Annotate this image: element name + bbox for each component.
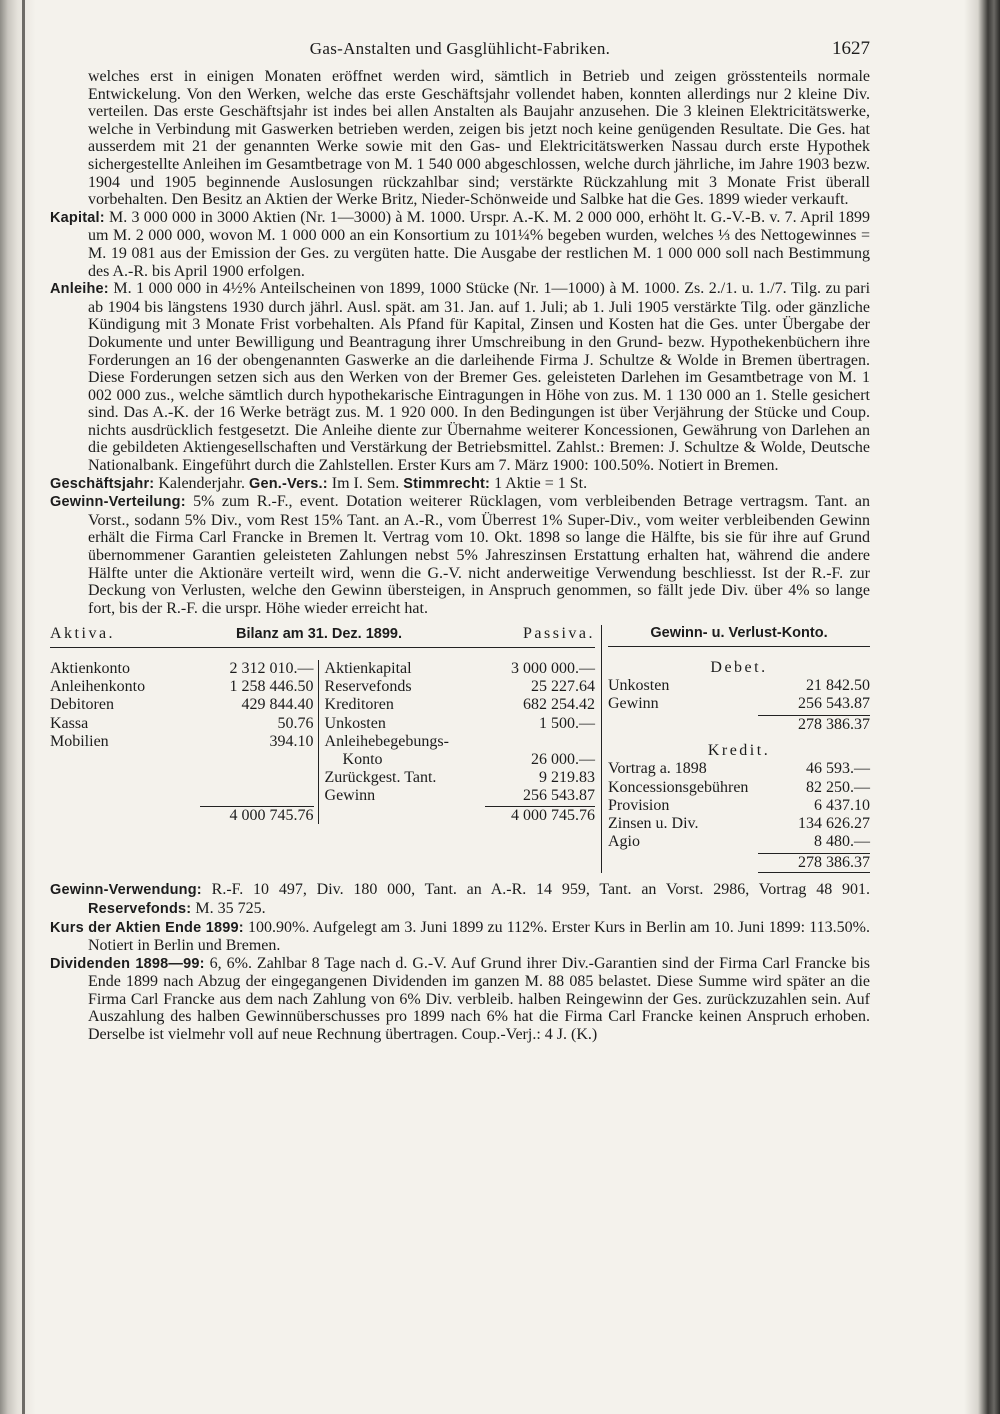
kredit-item-row (608, 779, 870, 797)
passiva-item-row (325, 787, 595, 805)
gewinn-verwendung-section (50, 881, 870, 918)
document-page (50, 40, 870, 1044)
aktiva-item-label: Debitoren (50, 696, 114, 714)
geschaeftsjahr-text: Kalenderjahr. (158, 474, 245, 492)
anleihe-label: Anleihe: (50, 281, 109, 298)
aktiva-item-row (50, 715, 314, 733)
geschaeftsjahr-section (50, 475, 870, 494)
binding-edge (22, 0, 25, 1414)
coupon-verjaehrung: Coup.-Verj.: 4 J. (K.) (461, 1026, 598, 1044)
kredit-item-label: Vortrag a. 1898 (608, 760, 707, 778)
debet-item-label: Gewinn (608, 695, 659, 713)
passiva-item-row (325, 751, 595, 769)
passiva-item-value: 25 227.64 (531, 678, 595, 696)
kurs-label: Kurs der Aktien Ende 1899: (50, 919, 244, 936)
gewinn-verteilung-label: Gewinn-Verteilung: (50, 494, 186, 511)
kredit-item-row (608, 797, 870, 815)
gewinn-verwendung-label: Gewinn-Verwendung: (50, 882, 202, 899)
dividenden-section (50, 955, 870, 1044)
debet-total: 278 386.37 (758, 715, 870, 734)
genvers-label: Gen.-Vers.: (248, 475, 328, 492)
balance-sheet-columns (50, 660, 595, 806)
kredit-item-row (608, 815, 870, 833)
kapital-text: M. 3 000 000 in 3000 Aktien (Nr. 1—3000) à M. 1000. Urspr. A.-K. M. 2 000 000, erhöht lt. G.-V.-B. v. 7. April 1899 um M. 2 000 000, wovon M. 1 000 000 an ein Konsortium zu 101¼% begeben wurden, welches ⅓ des Nettogewinnes = M. 19 081 aus der Emission der Ges. zu vergüten hatte. Die Ausgabe der restlichen M. 1 000 000 soll nach Bestimmung des A.-R. bis April 1900 erfolgen. (88, 208, 870, 280)
kredit-item-value: 8 480.— (814, 833, 870, 851)
passiva-item-label: Kreditoren (324, 696, 394, 714)
dividenden-label: Dividenden 1898—99: (50, 955, 205, 972)
aktiva-item-label: Anleihenkonto (50, 678, 146, 696)
profit-loss-account (602, 625, 870, 873)
aktiva-item-value: 2 312 010.— (229, 660, 314, 677)
kredit-item-value: 6 437.10 (814, 796, 870, 814)
kredit-item-value: 134 626.27 (798, 814, 870, 832)
passiva-heading: Passiva. (522, 625, 595, 643)
aktiva-item-row (50, 733, 314, 751)
debet-item-label: Unkosten (608, 677, 670, 694)
kredit-item-row (608, 833, 870, 851)
passiva-item-value: 3 000 000.— (511, 660, 595, 677)
aktiva-total: 4 000 745.76 (200, 806, 314, 825)
aktiva-column (50, 660, 319, 806)
page-header (50, 40, 870, 68)
balance-sheet-header (50, 625, 595, 648)
aktiva-item-row (50, 678, 314, 696)
passiva-item-label: Gewinn (324, 787, 376, 805)
aktiva-heading: Aktiva. (50, 625, 116, 643)
book-binding-shadow (0, 0, 36, 1414)
debet-item-value: 21 842.50 (806, 677, 870, 694)
aktiva-item-row (50, 660, 314, 678)
profit-loss-title: Gewinn- u. Verlust-Konto. (608, 625, 870, 647)
passiva-total: 4 000 745.76 (485, 806, 595, 825)
anleihe-text: M. 1 000 000 in 4½% Anteilscheinen von 1899, 1000 Stücke (Nr. 1—1000) à M. 1000. Zs. 2./1. u. 1./7. Tilg. zu pari ab 1904 bis längstens 1930 durch jährl. Ausl. spät. am 31. Jan. auf 1. Juli; ab 1. Juli 1905 verstärkte Tilg. oder gänzliche Kündigung mit 3 Monate Frist vorbehalten. Als Pfand für Kapital, Zinsen und Kosten hat die Ges. unter Übergabe der Dokumente und unter Bewilligung und Beantragung ihrer Umschreibung in den Grund- bezw. Hypothekenbüchern ihre Forderungen an 16 der obengenannten Gaswerke an die darleihende Firma J. Schultze & Wolde in Bremen übertragen. Diese Forderungen setzen sich aus den Werken von der Bremer Ges. geleisteten Darlehen im Gesamtbetrage von M. 1 002 000 zus., welche sämtlich durch hypothekarische Eintragungen in Höhe von zus. M. 1 130 000 an 1. Stelle gesichert sind. Das A.-K. der 16 Werke beträgt zus. M. 1 920 000. In den Bedingungen ist über Verjährung der Stücke und Coup. nichts ausdrücklich festgesetzt. Die Anleihe diente zur Übernahme weiterer Koncessionen, Gewährung von Darlehen an die gebildeten Aktiengesellschaften und Verstärkung der Betriebsmittel. Zahlst.: Bremen: J. Schultze & Wolde, Deutsche Nationalbank. Eingeführt durch die Zahlstellen. Erster Kurs am 7. März 1900: 100.50%. Notiert in Bremen. (88, 280, 871, 475)
kurs-section (50, 919, 870, 955)
kredit-total: 278 386.37 (758, 853, 870, 873)
passiva-item-label: Unkosten (324, 714, 386, 732)
debet-rows (608, 677, 870, 713)
anleihe-section (50, 280, 870, 475)
aktiva-item-value: 50.76 (277, 714, 314, 732)
kredit-item-value: 82 250.— (806, 778, 870, 796)
aktiva-item-label: Aktienkonto (50, 660, 130, 677)
gewinn-verteilung-section (50, 493, 870, 617)
kredit-item-row (608, 760, 870, 778)
passiva-item-value: 9 219.83 (539, 769, 595, 787)
passiva-item-value: 682 254.42 (523, 696, 595, 714)
passiva-item-row (325, 733, 595, 751)
passiva-item-row (325, 678, 595, 696)
passiva-item-label: Anleihebegebungs- (324, 732, 449, 750)
geschaeftsjahr-label: Geschäftsjahr: (50, 475, 155, 492)
passiva-item-row (325, 660, 595, 678)
debet-item-row (608, 695, 870, 713)
passiva-item-row (325, 715, 595, 733)
balance-sheet-title: Bilanz am 31. Dez. 1899. (236, 626, 403, 643)
passiva-item-row (325, 696, 595, 714)
reservefonds-label: Reservefonds: (88, 900, 192, 917)
aktiva-item-value: 1 258 446.50 (229, 678, 314, 696)
debet-item-row (608, 677, 870, 695)
gewinn-verwendung-text: R.-F. 10 497, Div. 180 000, Tant. an A.-R. 14 959, Tant. an Vorst. 2986, Vortrag 48 901. (211, 881, 871, 899)
debet-heading: Debet. (710, 659, 768, 676)
kredit-rows (608, 760, 870, 851)
kapital-section (50, 209, 870, 280)
passiva-item-label: Konto (342, 750, 383, 768)
page-edge-shadow (964, 0, 1000, 1414)
stimmrecht-label: Stimmrecht: (403, 475, 491, 492)
kredit-item-label: Agio (608, 833, 640, 851)
passiva-item-value: 256 543.87 (523, 787, 595, 805)
dividenden-text: 6, 6%. Zahlbar 8 Tage nach d. G.-V. Auf Grund ihrer Div.-Garantien sind der Firma Carl Francke bis Ende 1899 nach Abzug der eingegangenen Dividenden im ganzen M. 88 085 belastet. Diese Summe wird später an die Firma Carl Francke aus dem nach Zahlung von 6% Div. verbleib. halben Reingewinn der Ges. zurückzuzahlen sein. Auf Auszahlung des halben Gewinnüberschusses pro 1899 nach 6% hat die Firma Carl Francke keinen Anspruch erhoben. Derselbe ist vielmehr voll auf neue Rechnung übertragen. (88, 954, 871, 1044)
financial-tables (50, 625, 870, 873)
kredit-item-label: Koncessionsgebühren (608, 778, 749, 796)
aktiva-item-value: 394.10 (269, 732, 314, 750)
kredit-item-label: Provision (608, 796, 670, 814)
aktiva-item-label: Kassa (50, 714, 89, 732)
aktiva-item-value: 429 844.40 (241, 696, 314, 714)
running-title: Gas-Anstalten und Gasglühlicht-Fabriken. (309, 39, 611, 58)
reservefonds-text: M. 35 725. (195, 899, 266, 917)
debet-item-value: 256 543.87 (798, 695, 870, 713)
balance-sheet (50, 625, 602, 873)
passiva-item-row (325, 769, 595, 787)
aktiva-item-label: Mobilien (50, 732, 109, 750)
passiva-item-value: 26 000.— (531, 750, 595, 768)
kredit-item-value: 46 593.— (806, 760, 870, 778)
passiva-column (319, 660, 595, 806)
aktiva-item-row (50, 696, 314, 714)
kredit-heading: Kredit. (707, 742, 771, 760)
intro-paragraph: welches erst in einigen Monaten eröffnet werden wird, sämtlich in Betrieb und zeigen grösstenteils normale Entwickelung. Von den Werken, welche das erste Geschäftsjahr vollendet haben, konnten allerdings nur 2 kleine Div. verteilen. Das erste Geschäftsjahr ist indes bei allen Anstalten als Baujahr anzusehen. Die 3 kleinen Elektricitätswerke, welche in Verbindung mit Gaswerken betrieben werden, zeigen bis jetzt noch keine genügenden Resultate. Die Ges. hat ausserdem mit 21 der genannten Werke sowie mit den Gas- und Elektricitätswerken Nassau durch erste Hypothek sichergestellte Anleihen im Gesamtbetrage von M. 1 540 000 abgeschlossen, welche durch jährliche, im Jahre 1903 bezw. 1904 und 1905 beginnende Auslosungen rückzahlbar sind; verstärkte Rückzahlung mit 3 Monate Frist überall vorbehalten. Den Besitz an Aktien der Werke Britz, Nieder-Schönweide und Salbke hat die Ges. 1899 wieder verkauft. (88, 68, 870, 209)
gewinn-verteilung-text: 5% zum R.-F., event. Dotation weiterer Rücklagen, vom verbleibenden Betrage vertragsm. Tant. an Vorst., sodann 5% Div., vom Rest 15% Tant. an A.-R., vom Überrest 1% Super-Div., vom weiter verbleibenden Gewinn erhält die Firma Carl Francke in Bremen lt. Vertrag vom 10. Okt. 1898 so lange die Hälfte, bis sie für ihre auf Grund übernommener Garantien geleisteten Zahlungen nebst 5% Jahreszinsen Erstattung erhalten hat, während die andere Hälfte unter die Aktionäre verteilt wird, wenn die G.-V. nicht anderweitige Verwendung beschliesst. Ist der R.-F. zur Deckung von Verlusten, welche den Gewinn übersteigen, in Anspruch genommen, so fällt jede Div. über 4% so lange fort, bis der R.-F. die urspr. Höhe wieder erreicht hat. (88, 493, 870, 617)
passiva-item-label: Reservefonds (324, 678, 412, 696)
balance-sheet-totals (50, 806, 595, 825)
kurs-text: 100.90%. Aufgelegt am 3. Juni 1899 zu 112%. Erster Kurs in Berlin am 10. Juni 1899: 113.50%. Notiert in Berlin und Bremen. (88, 918, 871, 955)
genvers-text: Im I. Sem. (331, 474, 400, 492)
passiva-item-value: 1 500.— (539, 714, 595, 732)
page-number: 1627 (832, 38, 870, 59)
kredit-item-label: Zinsen u. Div. (608, 814, 699, 832)
stimmrecht-text: 1 Aktie = 1 St. (494, 474, 588, 492)
passiva-item-label: Zurückgest. Tant. (324, 769, 437, 787)
kapital-label: Kapital: (50, 209, 105, 226)
passiva-item-label: Aktienkapital (324, 660, 412, 677)
